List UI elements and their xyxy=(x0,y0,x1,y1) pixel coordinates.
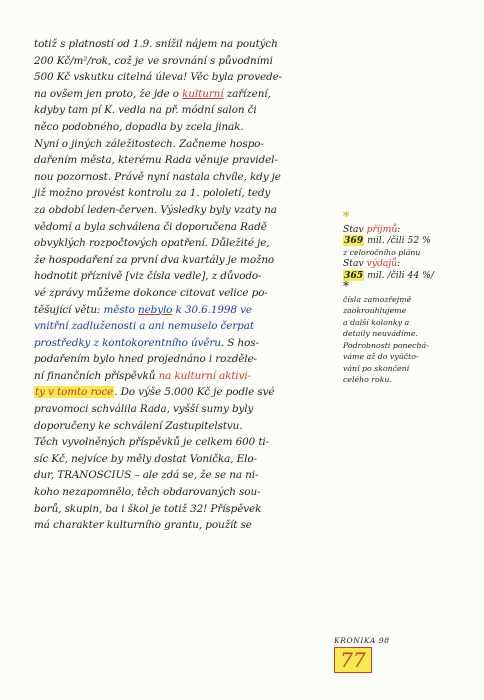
side-line xyxy=(343,270,461,282)
main-line xyxy=(34,268,330,285)
main-text: borů, skupin, ba i škol je totiž 32! Příspěvek xyxy=(34,502,262,515)
main-text: Nyní o jiných záležitostech. Začneme hospo- xyxy=(34,137,264,150)
page-footer xyxy=(334,636,394,673)
main-text: město xyxy=(103,303,138,316)
side-line xyxy=(343,317,461,329)
main-text xyxy=(34,36,330,534)
side-line xyxy=(343,351,461,363)
main-text: . S hos- xyxy=(220,336,259,349)
side-text: : xyxy=(397,223,401,235)
main-text: kulturní xyxy=(182,87,224,100)
main-text: vé zprávy můžeme dokonce citovat velice po- xyxy=(34,286,268,299)
main-text: . Do výše 5.000 Kč je podle své xyxy=(114,386,275,399)
main-line xyxy=(34,235,330,252)
main-line xyxy=(34,119,330,136)
main-text: vědomí a byla schválena či doporučena Radě xyxy=(34,220,267,233)
main-text: nou pozornost. Právě nyní nastala chvíle, kdy je xyxy=(34,170,281,183)
side-text: čísla zamozřejmě xyxy=(343,294,412,304)
main-line xyxy=(34,368,330,385)
main-line xyxy=(34,169,330,186)
main-text: totiž s platností od 1.9. snížil nájem na poutých xyxy=(34,38,278,50)
main-line xyxy=(34,102,330,119)
main-text: za období leden-červen. Výsledky byly vzaty na xyxy=(34,203,277,216)
side-text: Stav xyxy=(343,223,367,235)
main-text: síc Kč, nejvíce by měly dostat Vonička, Elo- xyxy=(34,452,257,465)
side-text: zaokrouhlujeme xyxy=(343,306,407,315)
page-number: 77 xyxy=(334,647,372,673)
side-line xyxy=(343,363,461,375)
main-text: Těch vyvolněných příspěvků je celkem 600 ti- xyxy=(34,436,270,449)
asterisk-icon: * xyxy=(343,210,350,225)
side-text: detaily neuvádíme. xyxy=(343,329,418,338)
main-text: vnitřní zadluženosti a ani nemuselo čerpat xyxy=(34,320,254,333)
main-line xyxy=(34,501,330,518)
main-line xyxy=(34,152,330,169)
main-text: něco podobného, dopadla by zcela jinak. xyxy=(34,120,244,133)
main-line xyxy=(34,351,330,368)
main-line xyxy=(34,252,330,269)
side-text: mil. /čili 52 % xyxy=(364,235,431,246)
side-line xyxy=(343,281,461,294)
main-text: koho nezapomnělo, těch obdarovaných sou- xyxy=(34,486,261,499)
side-text: : xyxy=(397,258,401,269)
side-text: Stav xyxy=(343,258,367,269)
main-text: hodnotit příznivě [viz čísla vedle], z důvodo- xyxy=(34,270,262,283)
main-line xyxy=(34,517,330,534)
chronicle-label: KRONIKA 98 xyxy=(334,636,390,645)
side-line xyxy=(343,340,461,352)
main-line xyxy=(34,69,330,86)
main-line xyxy=(34,401,330,418)
side-text: z celoročního plánu xyxy=(343,247,421,257)
side-note-lines xyxy=(343,224,461,386)
side-text: výdajů xyxy=(366,258,398,269)
main-line xyxy=(34,219,330,236)
side-line xyxy=(343,224,461,236)
main-text: dařením města, kterému Rada věnuje pravidel- xyxy=(34,154,278,167)
main-text: k 30.6.1998 ve xyxy=(172,303,252,316)
side-text: 365 xyxy=(344,269,364,281)
main-line xyxy=(34,53,330,70)
side-line xyxy=(343,247,461,259)
side-text: a další kolonky a xyxy=(343,317,410,327)
side-line xyxy=(343,328,461,340)
main-text: prostředky z kontokorentního úvěru xyxy=(34,336,221,349)
main-line xyxy=(34,484,330,501)
side-text: 369 xyxy=(344,235,364,246)
main-text: podařením bylo hned projednáno i rozděle- xyxy=(34,353,257,366)
side-line xyxy=(343,235,461,247)
main-line xyxy=(34,434,330,451)
main-line xyxy=(34,185,330,202)
main-text: již možno provést kontrolu za 1. pololetí, tedy xyxy=(34,187,271,200)
side-text: váme až do vyúčto- xyxy=(343,352,419,361)
main-line xyxy=(34,384,330,401)
main-line xyxy=(34,86,330,103)
main-line xyxy=(34,418,330,435)
main-text: ty v tomto roce xyxy=(35,386,114,399)
side-line xyxy=(343,305,461,317)
main-text: že hospodaření za první dva kvartály je možno xyxy=(34,253,275,266)
main-text: obvyklých rozpočtových opatření. Důležité je, xyxy=(34,237,270,250)
main-text: na ovšem jen proto, že jde o xyxy=(34,87,183,100)
main-text: těšující větu: xyxy=(34,303,104,316)
main-text: kdyby tam pí K. vedla na př. módní salon či xyxy=(34,104,257,117)
side-line xyxy=(343,374,461,386)
main-text: dur, TRANOSCIUS – ale zdá se, že se na ni- xyxy=(34,469,259,482)
main-text: 500 Kč vskutku citelná úleva! Věc byla provede- xyxy=(34,71,283,84)
side-text: příjmů xyxy=(366,223,398,235)
main-line xyxy=(34,302,330,319)
side-text: * xyxy=(343,279,349,293)
side-line xyxy=(343,258,461,270)
main-text: pravomoci schválila Rada, vyšší sumy byly xyxy=(34,403,254,416)
main-text: zařízení, xyxy=(223,87,271,100)
side-line xyxy=(343,294,461,306)
side-text: Podrobnosti ponechá- xyxy=(343,340,429,350)
main-text: 200 Kč/m²/rok, což je ve srovnání s původními xyxy=(34,54,273,67)
main-line xyxy=(34,451,330,468)
side-text: celého roku. xyxy=(343,375,392,384)
main-text: má charakter kulturního grantu, použít se xyxy=(34,519,252,532)
main-line xyxy=(34,285,330,302)
main-text: doporučeny ke schválení Zastupitelstvu. xyxy=(34,419,243,432)
main-line xyxy=(34,335,330,352)
main-text: na kulturní aktivi- xyxy=(158,369,252,382)
main-line xyxy=(34,467,330,484)
main-line xyxy=(34,136,330,153)
main-line xyxy=(34,36,330,53)
main-line xyxy=(34,318,330,335)
main-text: nebylo xyxy=(138,303,173,316)
side-text: mil. /čili 44 %/ xyxy=(364,269,434,281)
main-text: ní finančních příspěvků xyxy=(34,369,159,382)
side-note xyxy=(343,212,461,386)
main-line xyxy=(34,202,330,219)
side-text: vání po skončení xyxy=(343,363,410,373)
